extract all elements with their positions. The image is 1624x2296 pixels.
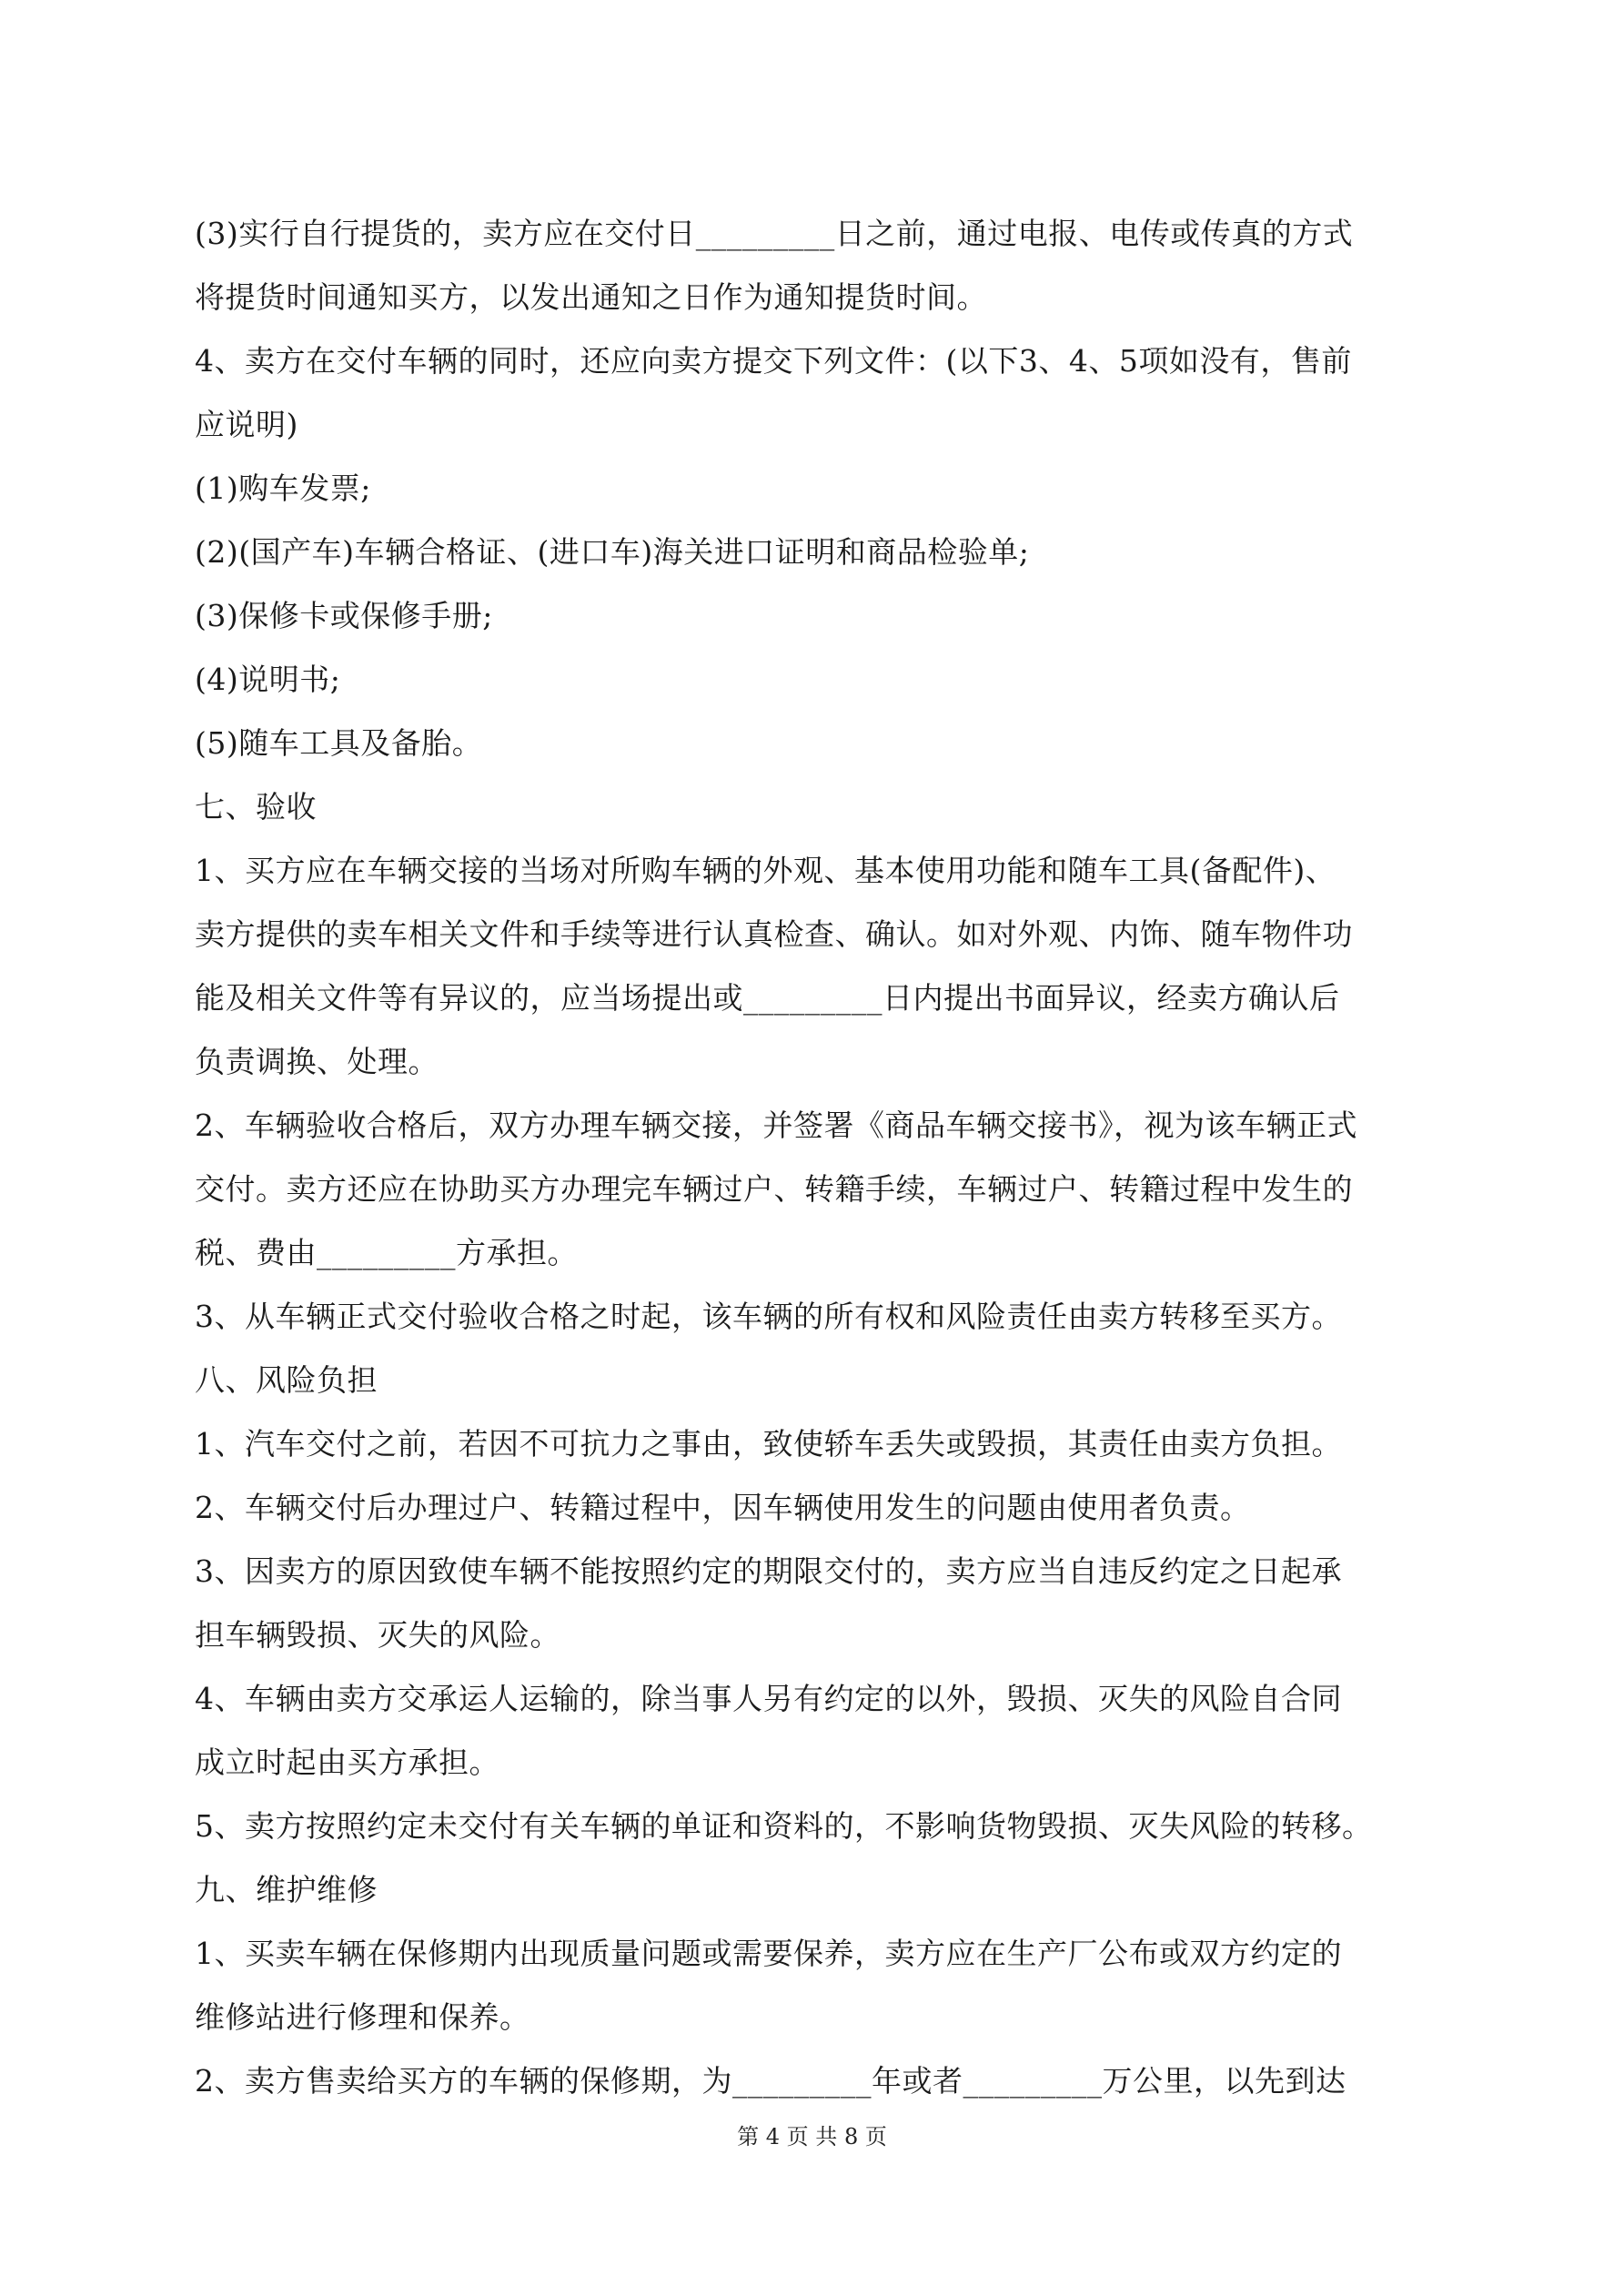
text-line: (5)随车工具及备胎。 bbox=[195, 725, 483, 761]
text-line: 1、汽车交付之前，若因不可抗力之事由，致使轿车丢失或毁损，其责任由卖方负担。 bbox=[195, 1426, 1342, 1462]
text-line: 负责调换、处理。 bbox=[195, 1044, 439, 1079]
text-line: 2、卖方售卖给买方的车辆的保修期，为_________年或者_________万公里，以先到达 bbox=[195, 2063, 1347, 2099]
text-line: 担车辆毁损、灭失的风险。 bbox=[195, 1617, 560, 1653]
text-line: 1、买卖车辆在保修期内出现质量问题或需要保养，卖方应在生产厂公布或双方约定的 bbox=[195, 1936, 1342, 1971]
text-line: (2)(国产车)车辆合格证、(进口车)海关进口证明和商品检验单; bbox=[195, 534, 1030, 570]
text-line: 维修站进行修理和保养。 bbox=[195, 1999, 530, 2035]
text-line: 3、因卖方的原因致使车辆不能按照约定的期限交付的，卖方应当自违反约定之日起承 bbox=[195, 1553, 1342, 1589]
text-line: 4、车辆由卖方交承运人运输的，除当事人另有约定的以外，毁损、灭失的风险自合同 bbox=[195, 1681, 1342, 1716]
section-heading: 七、验收 bbox=[195, 789, 317, 824]
text-line: 5、卖方按照约定未交付有关车辆的单证和资料的，不影响货物毁损、灭失风险的转移。 bbox=[195, 1808, 1373, 1844]
text-line: 3、从车辆正式交付验收合格之时起，该车辆的所有权和风险责任由卖方转移至买方。 bbox=[195, 1299, 1342, 1334]
document-body bbox=[195, 202, 1441, 2113]
text-line: (4)说明书; bbox=[195, 662, 341, 697]
text-line: 1、买方应在车辆交接的当场对所购车辆的外观、基本使用功能和随车工具(备配件)、 bbox=[195, 853, 1337, 888]
text-line: 2、车辆交付后办理过户、转籍过程中，因车辆使用发生的问题由使用者负责。 bbox=[195, 1490, 1251, 1525]
text-line: 卖方提供的卖车相关文件和手续等进行认真检查、确认。如对外观、内饰、随车物件功 bbox=[195, 916, 1353, 952]
section-heading: 九、维护维修 bbox=[195, 1872, 378, 1907]
text-line: 应说明) bbox=[195, 407, 298, 442]
text-line: 将提货时间通知买方，以发出通知之日作为通知提货时间。 bbox=[195, 279, 987, 315]
text-line: 能及相关文件等有异议的，应当场提出或_________日内提出书面异议，经卖方确认后 bbox=[195, 980, 1340, 1016]
text-line: 交付。卖方还应在协助买方办理完车辆过户、转籍手续，车辆过户、转籍过程中发生的 bbox=[195, 1171, 1353, 1207]
section-heading: 八、风险负担 bbox=[195, 1362, 378, 1398]
text-line: (3)保修卡或保修手册; bbox=[195, 598, 493, 633]
text-line: 4、卖方在交付车辆的同时，还应向卖方提交下列文件：(以下3、4、5项如没有，售前 bbox=[195, 343, 1352, 379]
text-line: (1)购车发票; bbox=[195, 470, 371, 506]
text-line: 2、车辆验收合格后，双方办理车辆交接，并签署《商品车辆交接书》，视为该车辆正式 bbox=[195, 1108, 1357, 1143]
text-line: (3)实行自行提货的，卖方应在交付日_________日之前，通过电报、电传或传真的方式 bbox=[195, 216, 1354, 251]
text-line: 税、费由_________方承担。 bbox=[195, 1235, 578, 1270]
page-number-footer: 第 4 页 共 8 页 bbox=[737, 2124, 887, 2149]
text-line: 成立时起由买方承担。 bbox=[195, 1745, 499, 1780]
